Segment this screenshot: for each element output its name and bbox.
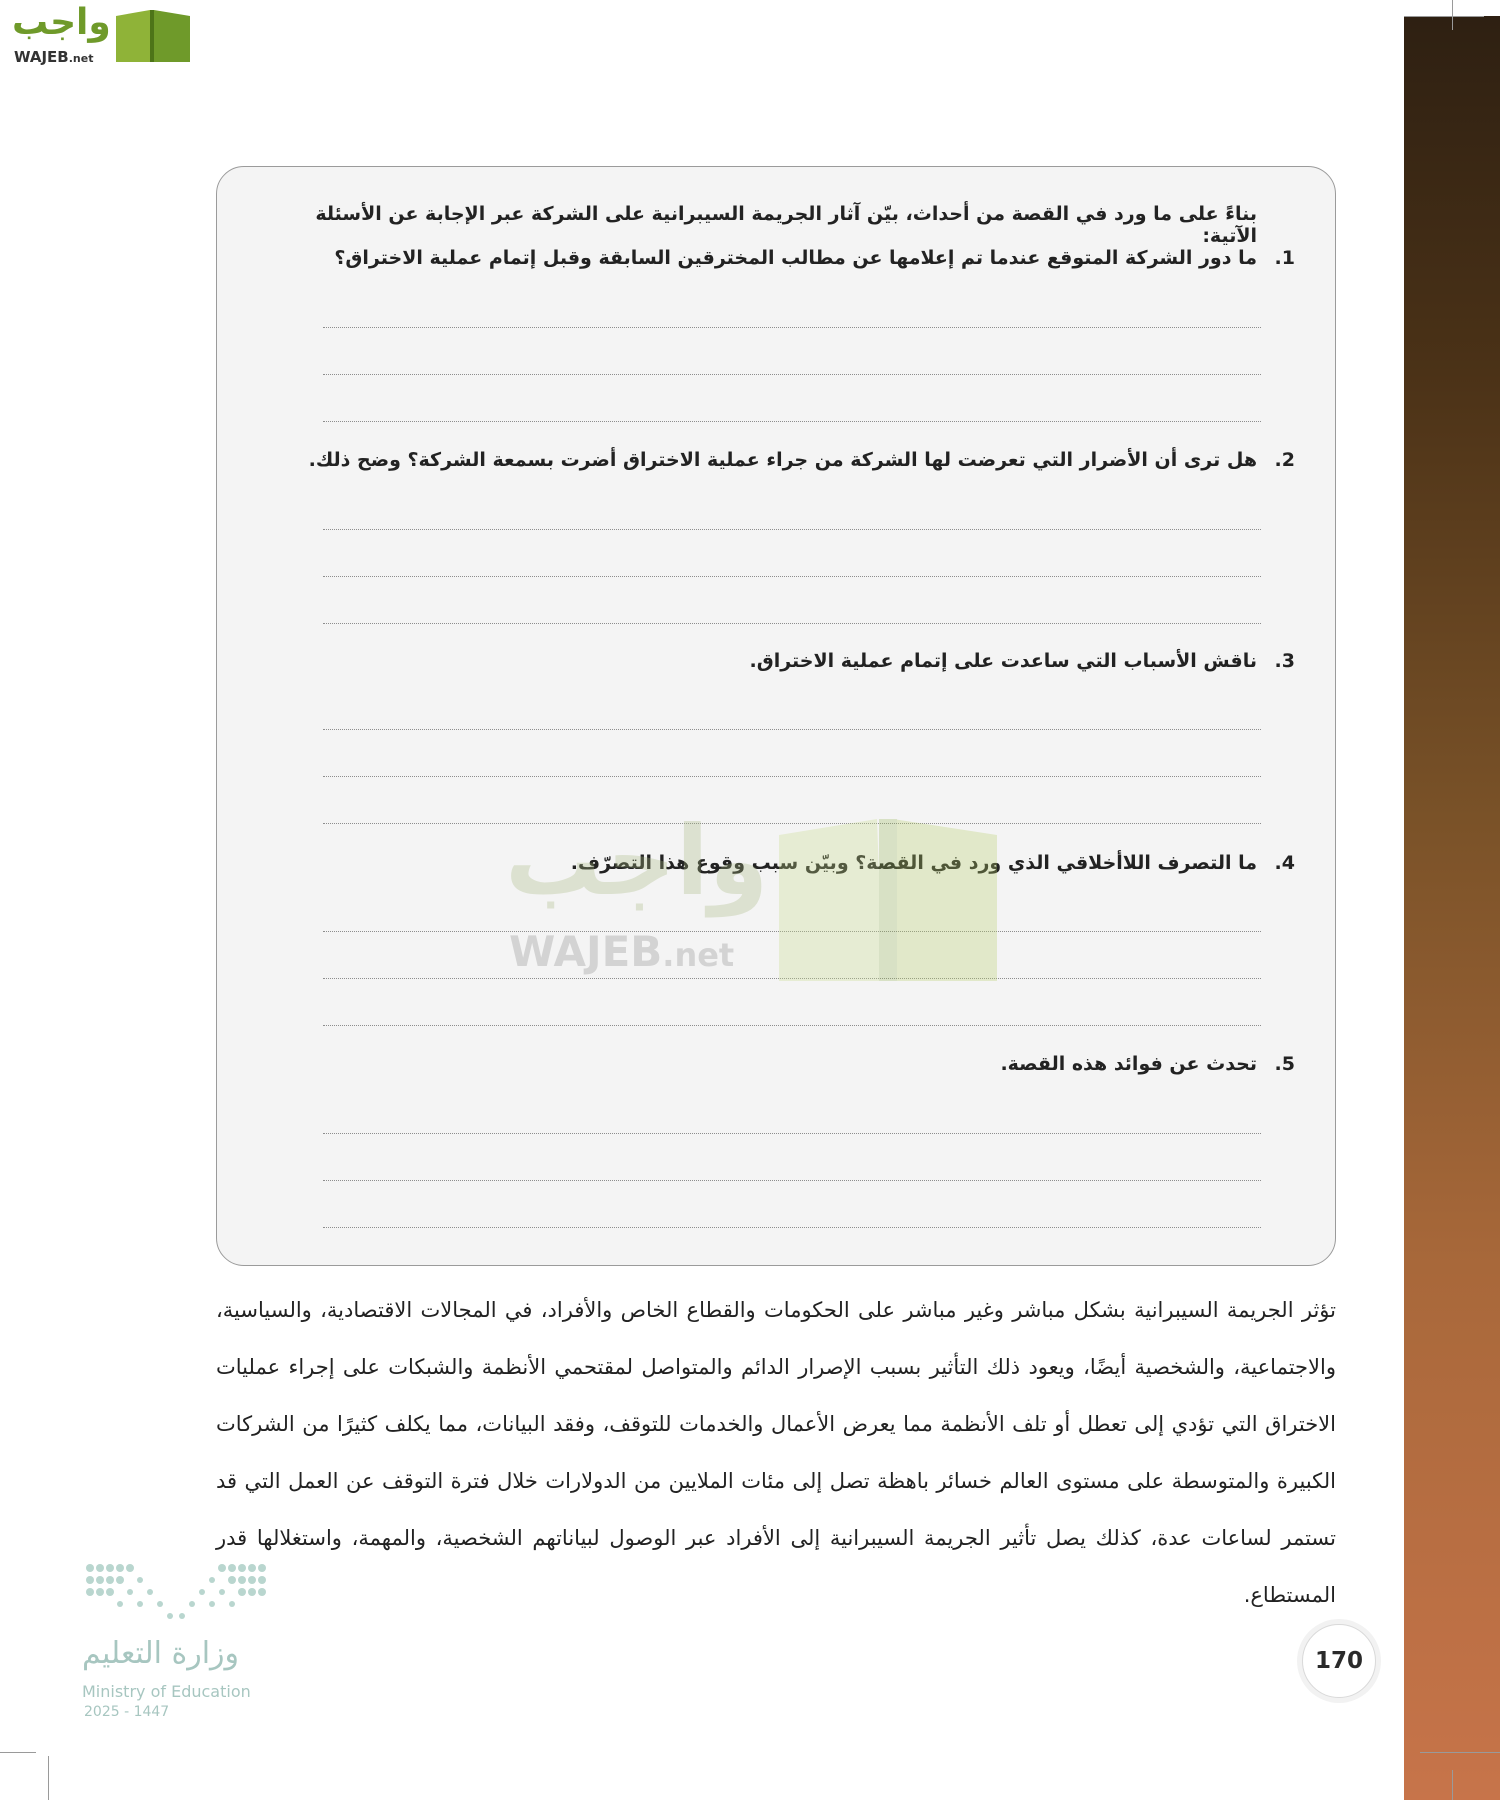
ministry-arabic-name: وزارة التعليم: [82, 1636, 240, 1671]
question-2: [255, 449, 1295, 471]
question-text: ما التصرف اللاأخلاقي الذي ورد في القصة؟ وبيّن سبب وقوع هذا التصرّف.: [570, 852, 1257, 874]
question-5: [255, 1053, 1295, 1075]
crop-mark: [0, 1752, 36, 1753]
crop-mark: [1452, 1770, 1453, 1800]
ministry-english-name: Ministry of Education: [82, 1682, 251, 1701]
question-number: 5.: [1274, 1053, 1295, 1075]
answer-lines-5[interactable]: [323, 1133, 1261, 1274]
crop-mark: [48, 1756, 49, 1800]
crop-mark: [1404, 16, 1484, 17]
question-1: [255, 247, 1295, 269]
ministry-dots-emblem: [84, 1560, 268, 1624]
wajeb-logo[interactable]: [8, 2, 188, 68]
watermark-latin: WAJEB.net: [509, 927, 735, 976]
page-number: 170: [1302, 1624, 1376, 1698]
question-3: [255, 650, 1295, 672]
answer-lines-3[interactable]: [323, 729, 1261, 870]
watermark-arabic: واجب: [505, 805, 769, 917]
answer-lines-1[interactable]: [323, 327, 1261, 468]
book-icon: [112, 6, 194, 66]
logo-arabic-text: واجب: [12, 2, 111, 43]
ministry-of-education-logo: [70, 1560, 280, 1720]
side-decoration-strip: [1404, 16, 1500, 1800]
question-text: هل ترى أن الأضرار التي تعرضت لها الشركة من جراء عملية الاختراق أضرت بسمعة الشركة؟ وضح ذلك.: [308, 449, 1257, 471]
question-text: ناقش الأسباب التي ساعدت على إتمام عملية الاختراق.: [749, 650, 1257, 672]
body-paragraph: تؤثر الجريمة السيبرانية بشكل مباشر وغير مباشر على الحكومات والقطاع الخاص والأفراد، في المجالات الاقتصادية، والسياسية، والاجتماعية، والشخصية أيضًا، ويعود ذلك التأثير بسبب الإصرار الدائم والمتواصل لمقتحمي الأنظمة والشبكات على إجراء عمليات الاختراق التي تؤدي إلى تعطل أو تلف الأنظمة مما يعرض الأعمال والخدمات للتوقف، وفقد البيانات، مما يكلف كثيرًا من الشركات الكبيرة والمتوسطة على مستوى العالم خسائر باهظة تصل إلى مئات الملايين من الدولارات خلال فترة التوقف عن العمل التي قد تستمر لساعات عدة، كذلك يصل تأثير الجريمة السيبرانية إلى الأفراد عبر الوصول لبياناتهم الشخصية، والمهمة، واستغلالها قدر المستطاع.: [216, 1298, 1336, 1607]
question-number: 4.: [1274, 852, 1295, 874]
answer-lines-2[interactable]: [323, 529, 1261, 670]
question-text: ما دور الشركة المتوقع عندما تم إعلامها عن مطالب المخترقين السابقة وقبل إتمام عملية الاختراق؟: [334, 247, 1257, 269]
answer-lines-4[interactable]: [323, 931, 1261, 1072]
crop-mark: [1452, 0, 1453, 30]
ministry-year: 2025 - 1447: [84, 1704, 170, 1720]
question-text: تحدث عن فوائد هذه القصة.: [1000, 1053, 1257, 1075]
question-number: 3.: [1274, 650, 1295, 672]
crop-mark: [1420, 1752, 1500, 1753]
question-number: 2.: [1274, 449, 1295, 471]
logo-latin-text: WAJEB.net: [14, 48, 94, 66]
question-4: [255, 852, 1295, 874]
questions-card: [216, 166, 1336, 1266]
question-number: 1.: [1274, 247, 1295, 269]
card-intro: بناءً على ما ورد في القصة من أحداث، بيّن آثار الجريمة السيبرانية على الشركة عبر الإجابة عن الأسئلة الآتية:: [315, 203, 1257, 247]
